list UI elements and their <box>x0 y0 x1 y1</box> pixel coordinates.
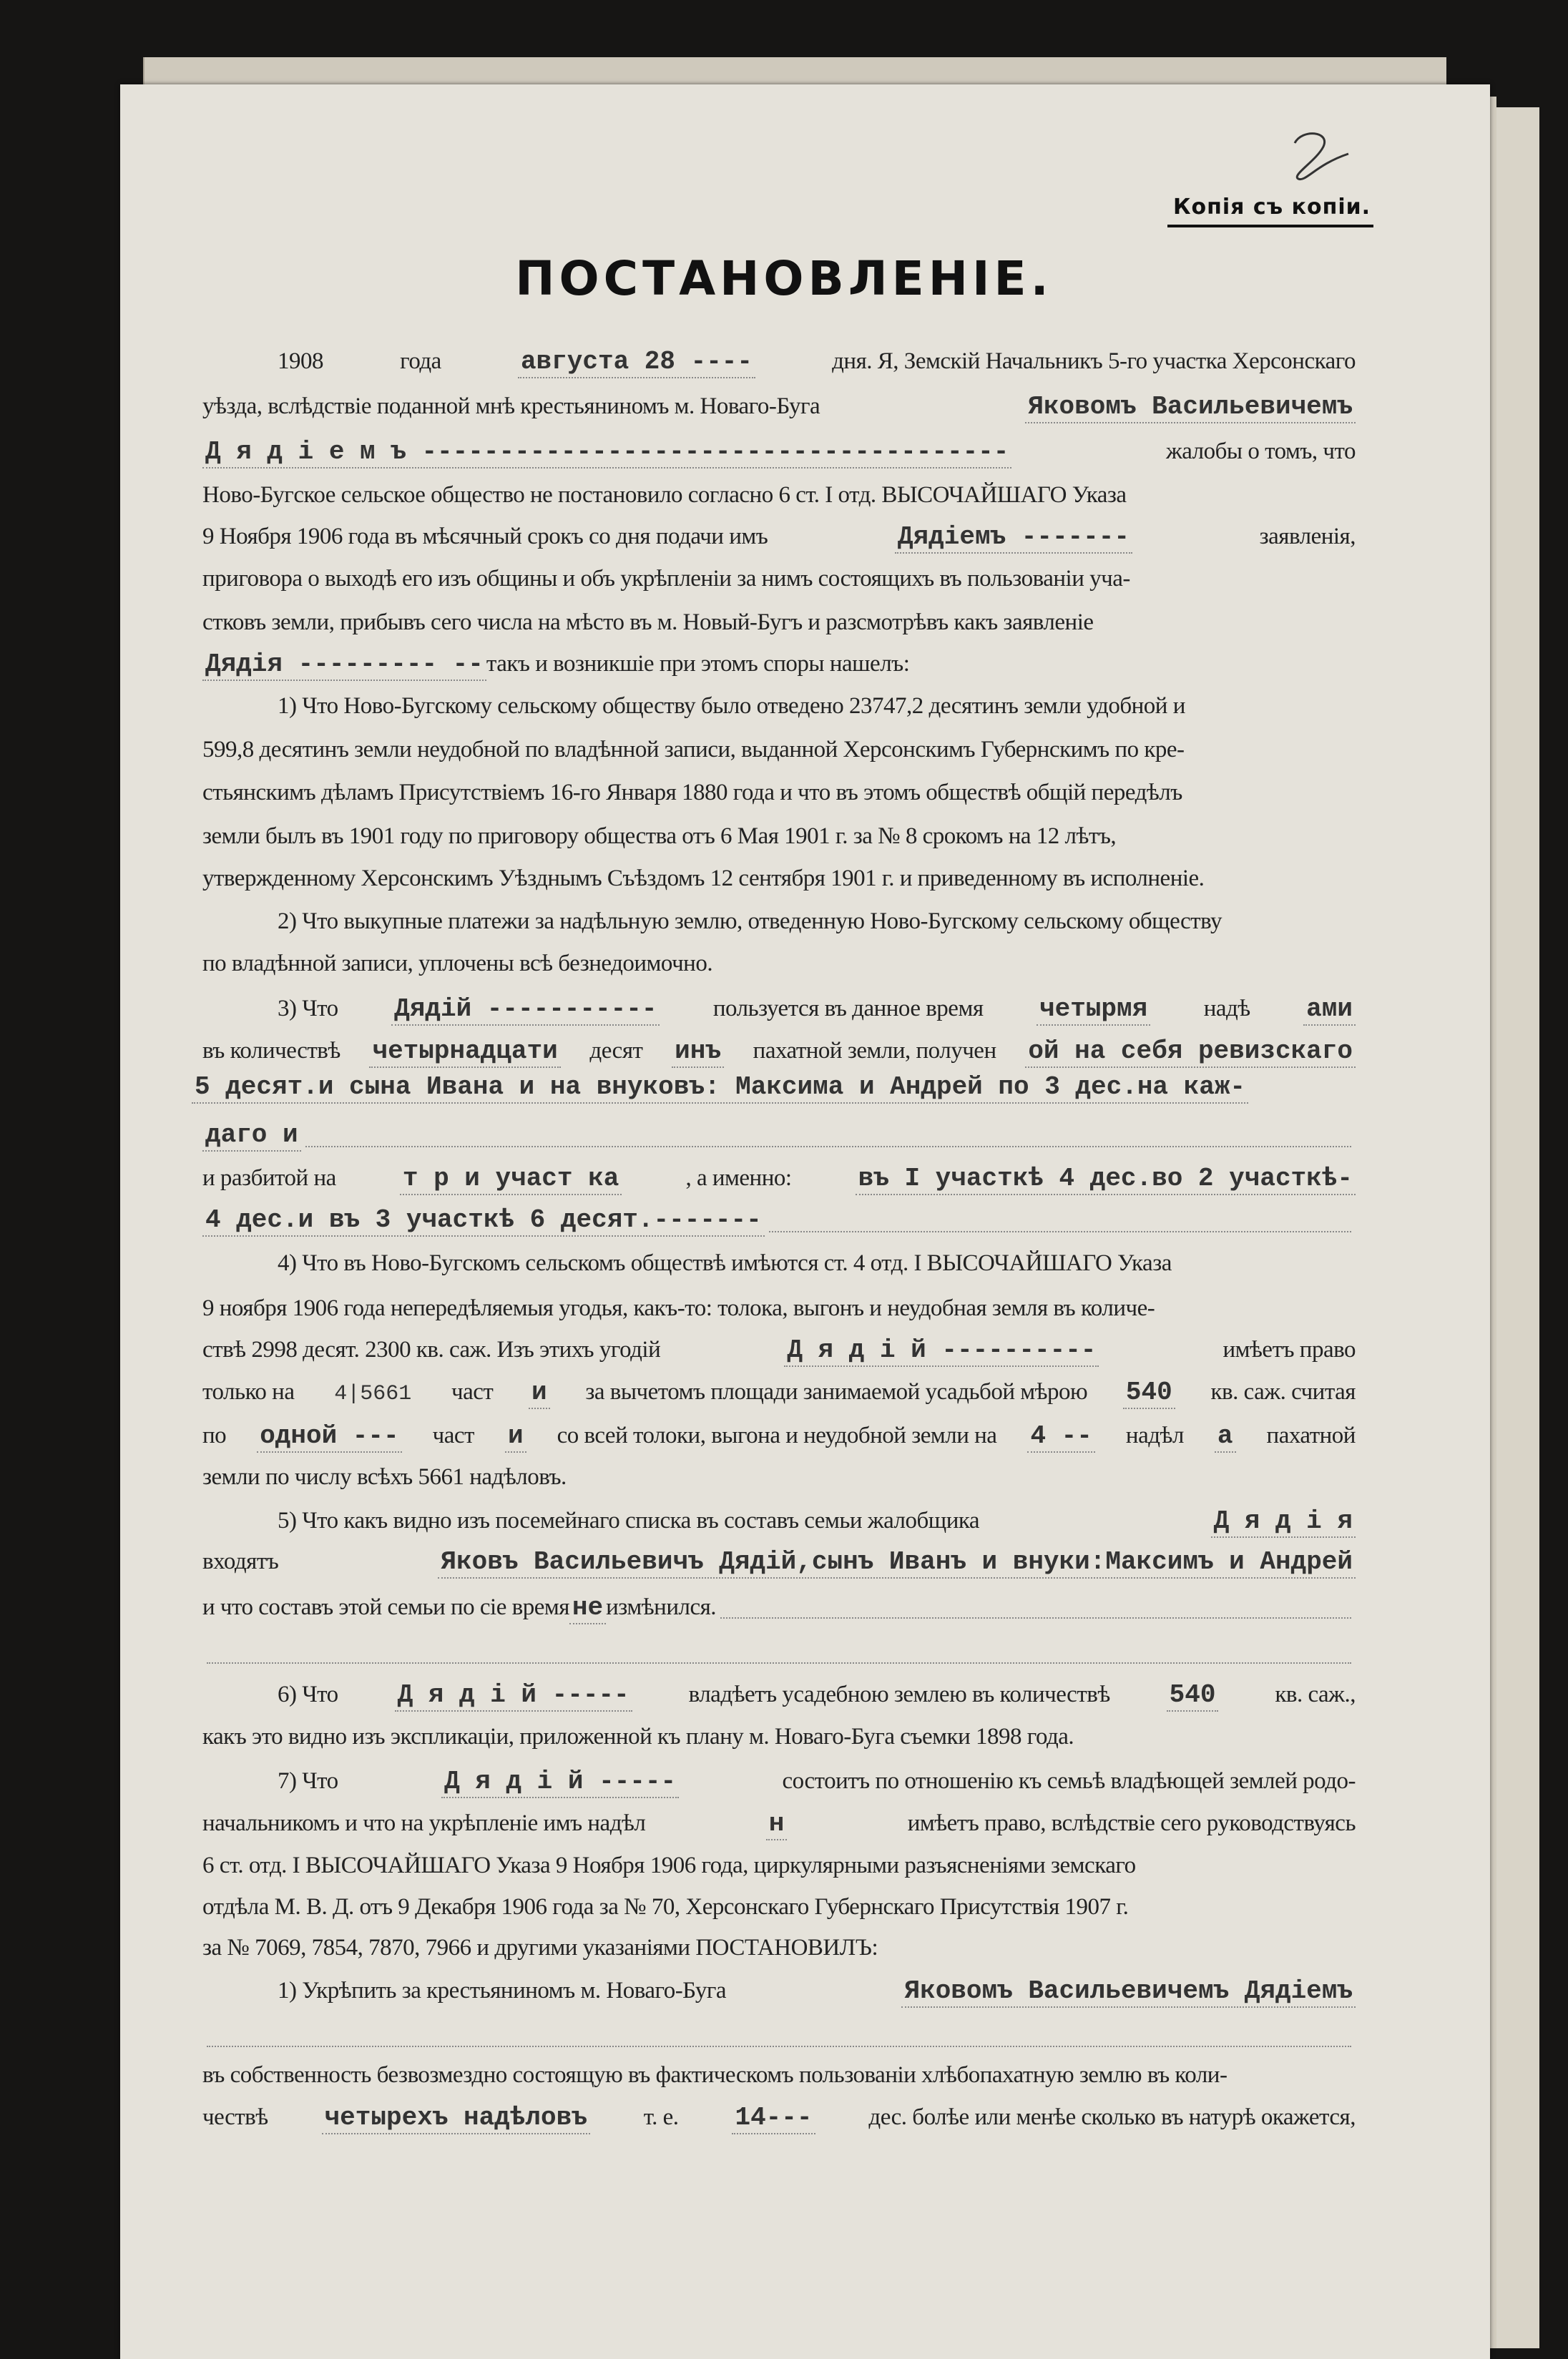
printed-text: за вычетомъ площади занимаемой усадьбой мѣрою <box>585 1379 1088 1405</box>
text-line <box>202 436 1356 469</box>
text-line <box>202 1420 1356 1453</box>
text-line <box>202 1891 1356 1924</box>
typed-fill-in: Яковомъ Васильевичемъ Дядіемъ <box>901 1976 1356 2008</box>
printed-text: и разбитой на <box>202 1165 336 1191</box>
printed-text: земли былъ въ 1901 году по приговору общества отъ 6 Мая 1901 г. за № 8 срокомъ на 12 лѣтъ, <box>202 823 1117 849</box>
text-line <box>202 948 1356 981</box>
printed-text: стковъ земли, прибывъ сего числа на мѣсто въ м. Новый-Бугъ и разсмотрѣвъ какъ заявленіе <box>202 609 1094 635</box>
typed-fill-in: не <box>569 1593 606 1624</box>
text-line <box>202 863 1356 896</box>
typed-fill-in: 14--- <box>732 2103 815 2134</box>
text-line <box>202 2059 1356 2092</box>
printed-text: 599,8 десятинъ земли неудобной по владѣнной записи, выданной Херсонскимъ Губернскимъ по кре- <box>202 737 1185 762</box>
printed-text: пользуется въ данное время <box>712 996 984 1021</box>
printed-text: част <box>432 1423 474 1448</box>
printed-text: и что составъ этой семьи по сіе время <box>202 1594 569 1620</box>
text-line <box>202 1721 1356 1754</box>
typed-fill-in: Д я д і е м ъ -------------------------------------- <box>202 437 1011 469</box>
typed-fill-in: Д я д і я <box>1211 1506 1356 1538</box>
printed-text: по владѣнной записи, уплочены всѣ безнедоимочно. <box>202 951 713 976</box>
printed-text: десят <box>589 1038 643 1064</box>
typed-fill-in: 4 -- <box>1027 1421 1094 1453</box>
typed-fill-in: четырехъ надѣловъ <box>322 2103 590 2134</box>
typed-fill-in: и <box>529 1378 550 1409</box>
printed-text: кв. саж., <box>1275 1682 1356 1707</box>
dotted-fill-line <box>720 1617 1351 1619</box>
printed-text: стьянскимъ дѣламъ Присутствіемъ 16-го Января 1880 года и что въ этомъ обществѣ общій передѣлъ <box>202 780 1182 805</box>
printed-text: чествѣ <box>202 2104 268 2130</box>
printed-text: какъ это видно изъ экспликаціи, приложенной къ плану м. Новаго-Буга съемки 1898 года. <box>202 1724 1074 1750</box>
typed-fill-in: Д я д і й ----- <box>395 1680 632 1712</box>
text-line <box>278 1765 1356 1798</box>
printed-text: измѣнился. <box>606 1594 717 1620</box>
typed-fill-in: четырмя <box>1037 994 1150 1026</box>
printed-text: въ количествѣ <box>202 1038 340 1064</box>
typed-fill-in: т р и участ ка <box>400 1164 622 1195</box>
text-line <box>202 607 1356 639</box>
printed-text: имѣетъ право, вслѣдствіе сего руководствуясь <box>907 1810 1356 1836</box>
printed-text: по <box>202 1423 227 1448</box>
text-line <box>202 1637 1356 1669</box>
text-line <box>202 777 1356 810</box>
printed-text: года <box>400 348 441 374</box>
printed-text: пахатной <box>1266 1423 1356 1448</box>
dotted-fill-line <box>305 1145 1351 1147</box>
typed-fill-in: августа 28 ---- <box>518 347 755 378</box>
typed-fill-in: н <box>766 1809 788 1840</box>
printed-text: имѣетъ право <box>1222 1337 1356 1363</box>
typed-fill-in: 5 десят.и сына Ивана и на внуковъ: Максима и Андрей по 3 дес.на каж- <box>192 1072 1248 1104</box>
printed-text: т. е. <box>643 2104 679 2130</box>
printed-text: дня. Я, Земскій Начальникъ 5-го участка Херсонскаго <box>832 348 1356 374</box>
printed-text: пахатной земли, получен <box>753 1038 996 1064</box>
text-line <box>202 391 1356 423</box>
typed-fill-in: ой на себя ревизскаго <box>1025 1036 1356 1068</box>
printed-text: 1) Что Ново-Бугскому сельскому обществу было отведено 23747,2 десятинъ земли удобной и <box>278 693 1185 719</box>
printed-text: кв. саж. считая <box>1210 1379 1356 1405</box>
text-line <box>202 1808 1356 1840</box>
printed-text: за № 7069, 7854, 7870, 7966 и другими указаніями ПОСТАНОВИЛЪ: <box>202 1935 878 1961</box>
text-line <box>202 1376 1356 1409</box>
text-line <box>278 690 1356 723</box>
typed-fill-in: четырнадцати <box>369 1036 560 1068</box>
text-line <box>192 1072 1401 1105</box>
printed-text: уѣзда, вслѣдствіе поданной мнѣ крестьяниномъ м. Новаго-Буга <box>202 393 820 419</box>
printed-text: надѣ <box>1203 996 1250 1021</box>
typed-fill-in: ами <box>1303 994 1356 1026</box>
text-line <box>278 1505 1356 1538</box>
text-line <box>202 2020 1356 2053</box>
printed-text: надѣл <box>1125 1423 1184 1448</box>
printed-text: утвержденному Херсонскимъ Уѣзднымъ Съѣздомъ 12 сентября 1901 г. и приведенному въ исполненіе. <box>202 865 1205 891</box>
printed-text: отдѣла М. В. Д. отъ 9 Декабря 1906 года за № 70, Херсонскаго Губернскаго Присутствія 1907 г. <box>202 1894 1129 1920</box>
text-line <box>202 1293 1356 1325</box>
printed-text: 3) Что <box>278 996 338 1021</box>
text-line <box>202 1334 1356 1367</box>
printed-text: входятъ <box>202 1549 279 1574</box>
typed-fill-in: Яковъ Васильевичъ Дядій,сынъ Иванъ и внуки:Максимъ и Андрей <box>438 1547 1356 1579</box>
printed-text: 1) Укрѣпить за крестьяниномъ м. Новаго-Буга <box>278 1978 726 2004</box>
printed-text: 7) Что <box>278 1768 338 1794</box>
typed-fill-in: Яковомъ Васильевичемъ <box>1025 392 1356 423</box>
typed-fill-in: Дядій ----------- <box>391 994 660 1026</box>
typed-fill-in: а <box>1215 1421 1236 1453</box>
printed-text: 5) Что какъ видно изъ посемейнаго списка въ составъ семьи жалобщика <box>278 1508 980 1534</box>
typed-fill-in: даго и <box>202 1120 301 1152</box>
printed-text: 9 ноября 1906 года непередѣляемыя угодья, какъ-то: толока, выгонъ и неудобная земля въ количе- <box>202 1295 1155 1321</box>
typed-fill-in: Дядія --------- -- <box>202 649 486 681</box>
text-line <box>202 1546 1356 1579</box>
printed-text: 4) Что въ Ново-Бугскомъ сельскомъ обществѣ имѣются ст. 4 отд. I ВЫСОЧАЙШАГО Указа <box>278 1250 1172 1276</box>
printed-text: 6 ст. отд. I ВЫСОЧАЙШАГО Указа 9 Ноября 1906 года, циркулярными разъясненіями земскаго <box>202 1853 1136 1878</box>
text-line <box>278 1975 1356 2008</box>
dotted-fill-line <box>769 1230 1351 1232</box>
text-line <box>202 648 1356 681</box>
typed-fill-in: Дядіемъ ------- <box>895 522 1132 554</box>
dotted-fill-line <box>207 1662 1351 1664</box>
text-line <box>202 2101 1356 2134</box>
typed-fill-in: одной --- <box>257 1421 401 1453</box>
printed-text: дес. болѣе или менѣе сколько въ натурѣ окажется, <box>868 2104 1356 2130</box>
document-title: ПОСТАНОВЛЕНІЕ. <box>515 251 1053 306</box>
printed-text: 2) Что выкупные платежи за надѣльную землю, отведенную Ново-Бугскому сельскому обществу <box>278 908 1222 934</box>
printed-text: 6) Что <box>278 1682 338 1707</box>
typed-fill-in: 4 дес.и въ 3 участкѣ 6 десят.------- <box>202 1205 765 1237</box>
printed-text: такъ и возникшіе при этомъ споры нашелъ: <box>486 651 910 677</box>
text-line <box>278 1247 1356 1280</box>
handwritten-folio-number <box>1273 125 1359 182</box>
printed-text: ствѣ 2998 десят. 2300 кв. саж. Изъ этихъ угодій <box>202 1337 661 1363</box>
text-line <box>278 906 1356 938</box>
text-line <box>202 1850 1356 1883</box>
text-line <box>202 1592 1356 1624</box>
fraction: 4|5661 <box>334 1382 412 1406</box>
printed-text: заявленія, <box>1259 524 1356 549</box>
printed-text: въ собственность безвозмездно состоящую въ фактическомъ пользованіи хлѣбопахатную землю въ коли- <box>202 2062 1228 2088</box>
typed-fill-in: Д я д і й ----- <box>441 1767 679 1798</box>
copy-note: Копія съ копіи. <box>1167 195 1373 227</box>
printed-text: част <box>451 1379 494 1405</box>
printed-text: владѣетъ усадебною землею въ количествѣ <box>688 1682 1110 1707</box>
typed-fill-in: 540 <box>1123 1378 1175 1409</box>
printed-text: Ново-Бугское сельское общество не постановило согласно 6 ст. I отд. ВЫСОЧАЙШАГО Указа <box>202 482 1127 508</box>
text-line <box>278 345 1356 378</box>
text-line <box>202 521 1356 554</box>
printed-text: жалобы о томъ, что <box>1165 438 1356 464</box>
text-line <box>278 1679 1356 1712</box>
typed-fill-in: въ I участкѣ 4 дес.во 2 участкѣ- <box>856 1164 1356 1195</box>
typed-fill-in: инъ <box>672 1036 724 1068</box>
printed-text: со всей толоки, выгона и неудобной земли на <box>557 1423 997 1448</box>
printed-text: состоитъ по отношенію къ семьѣ владѣющей землей родо- <box>782 1768 1356 1794</box>
typed-fill-in: 540 <box>1167 1680 1219 1712</box>
text-line <box>202 734 1356 767</box>
text-line <box>202 1120 1356 1153</box>
text-line <box>202 1035 1356 1068</box>
text-line <box>202 1162 1356 1195</box>
printed-text: только на <box>202 1379 295 1405</box>
printed-text: земли по числу всѣхъ 5661 надѣловъ. <box>202 1464 567 1490</box>
printed-text: 9 Ноября 1906 года въ мѣсячный срокъ со дня подачи имъ <box>202 524 768 549</box>
text-line <box>202 1932 1356 1965</box>
printed-text: приговора о выходѣ его изъ общины и объ укрѣпленіи за нимъ состоящихъ въ пользованіи уча- <box>202 566 1130 592</box>
printed-text: начальникомъ и что на укрѣпленіе имъ надѣл <box>202 1810 646 1836</box>
typed-fill-in: и <box>505 1421 526 1453</box>
text-line <box>202 1205 1356 1238</box>
dotted-fill-line <box>207 2045 1351 2047</box>
typed-fill-in: Д я д і й ---------- <box>784 1335 1099 1367</box>
printed-text: , а именно: <box>685 1165 792 1191</box>
text-line <box>278 993 1356 1026</box>
printed-text: 1908 <box>278 348 323 374</box>
text-line <box>202 820 1356 853</box>
text-line <box>202 563 1356 596</box>
text-line <box>202 479 1356 512</box>
text-line <box>202 1461 1356 1494</box>
